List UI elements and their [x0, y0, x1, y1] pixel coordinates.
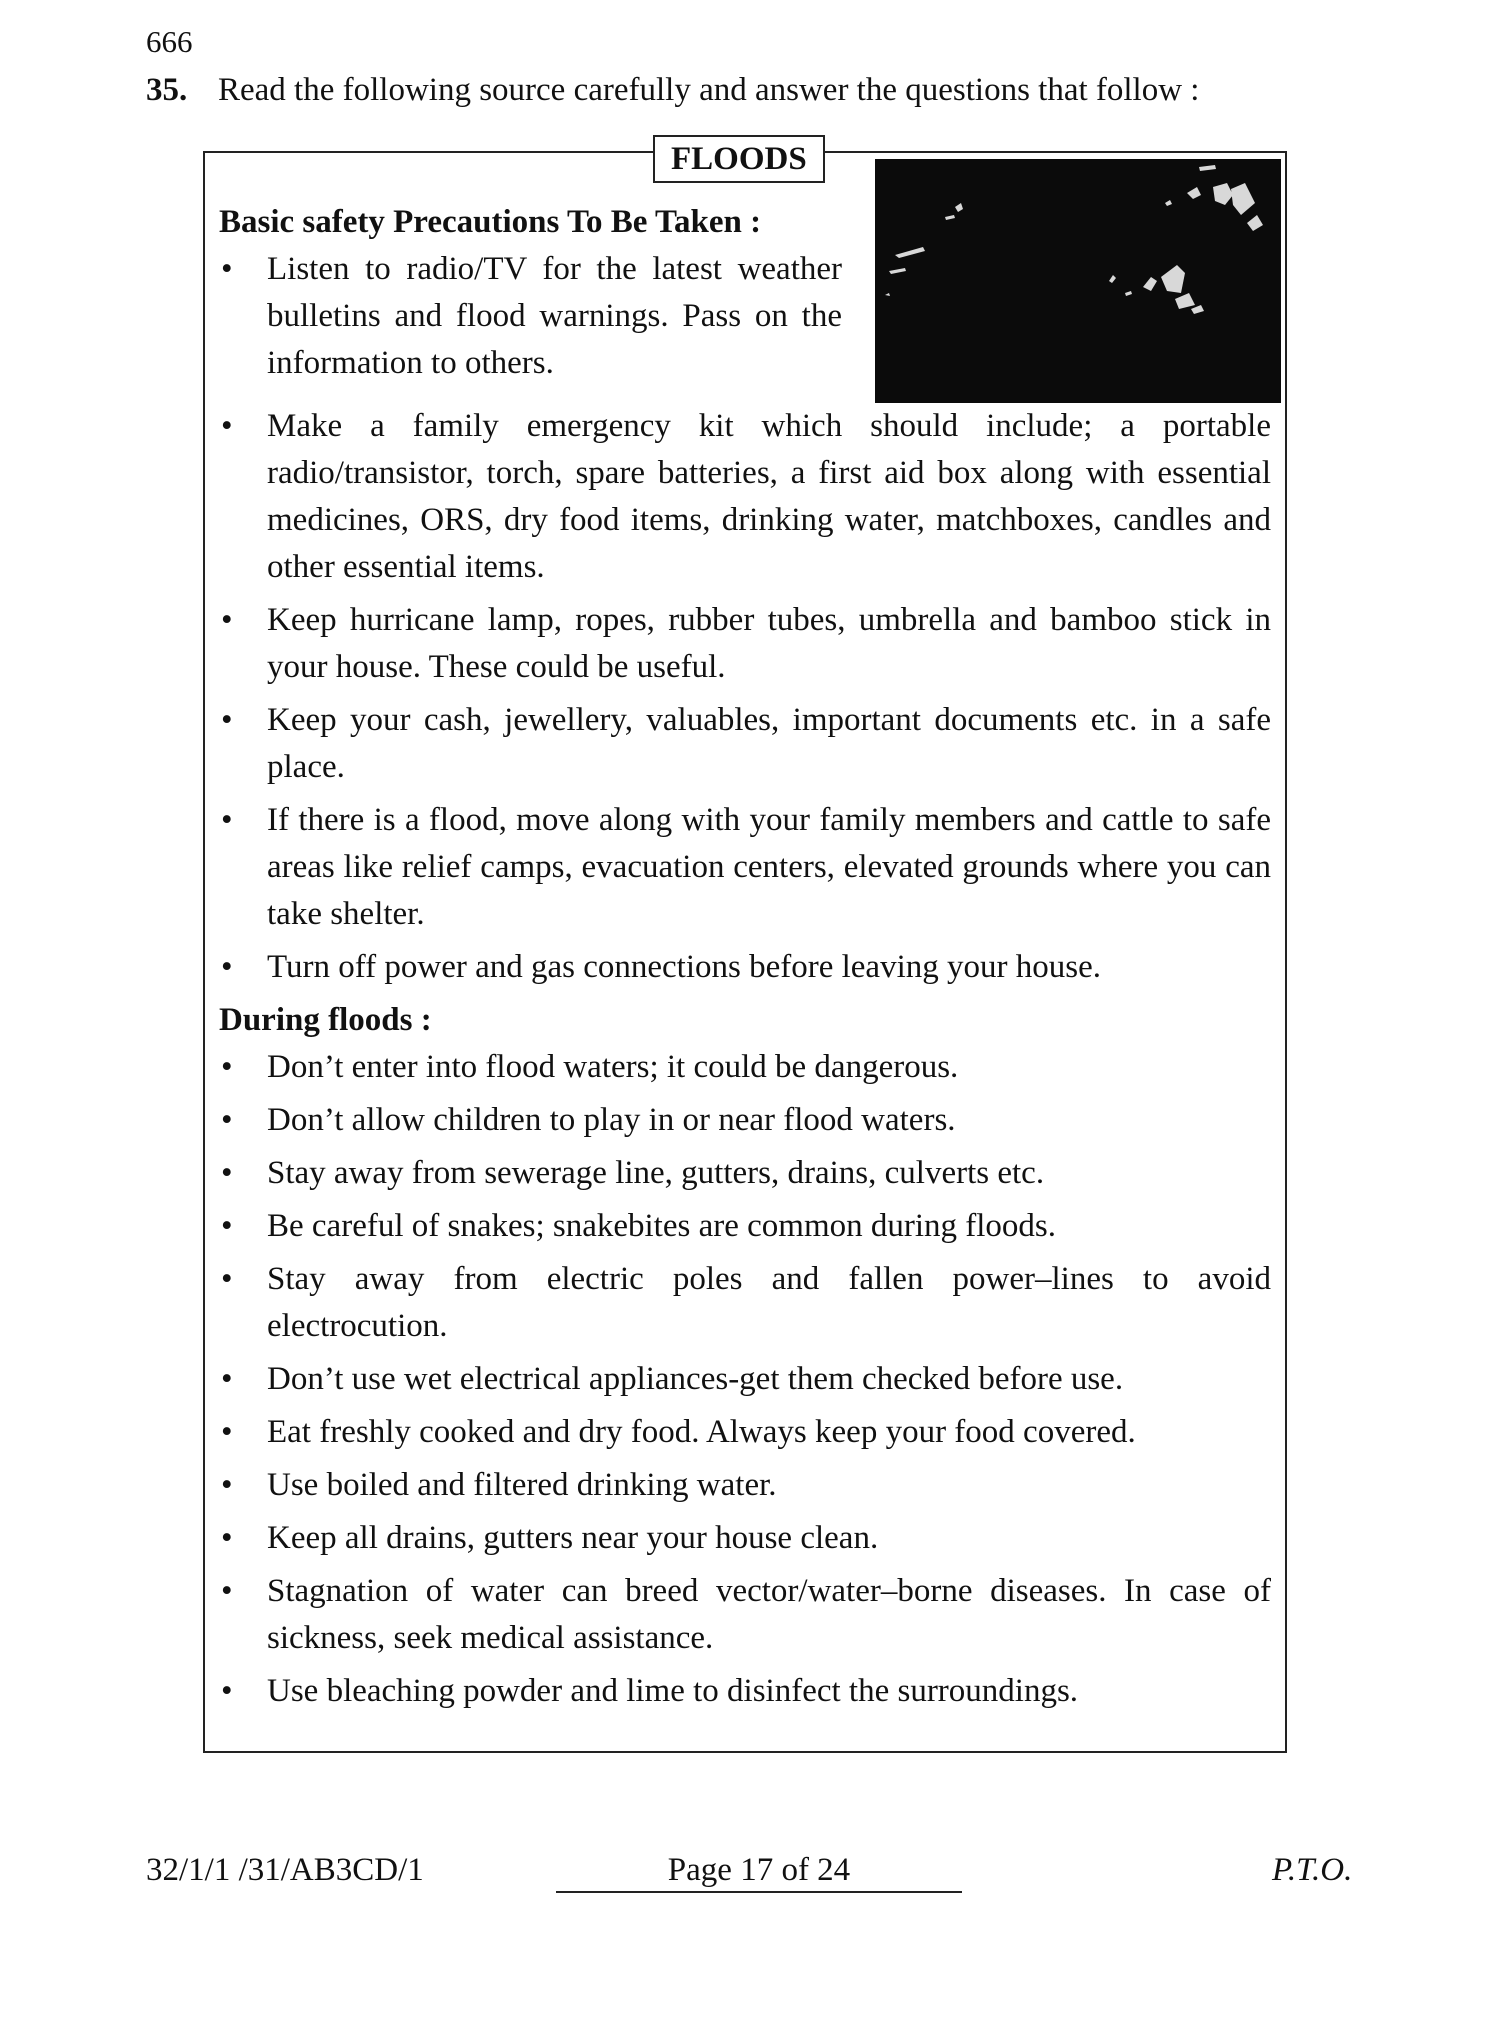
list-item: • Make a family emergency kit which should include; a portable radio/transistor, torch, spare batteries, a first aid box along with essential medicines, ORS, dry food items, drinking water, matchboxes, candles and other essential items.: [219, 403, 1271, 591]
source-title: FLOODS: [653, 135, 825, 183]
list-item: • Don’t allow children to play in or near flood waters.: [219, 1097, 1271, 1144]
list-item: • Turn off power and gas connections before leaving your house.: [219, 944, 1271, 991]
list-item: • Listen to radio/TV for the latest weather bulletins and flood warnings. Pass on the information to others.: [219, 246, 842, 387]
precautions-list-top: [219, 246, 1271, 387]
question-number: 35.: [146, 72, 188, 108]
paper-code: 32/1/1 /31/AB3CD/1: [146, 1852, 424, 1888]
source-content: [219, 199, 1271, 1721]
list-item: • If there is a flood, move along with your family members and cattle to safe areas like relief camps, evacuation centers, elevated grounds where you can take shelter.: [219, 797, 1271, 938]
page-number: Page 17 of 24: [556, 1852, 962, 1893]
list-item: • Use boiled and filtered drinking water.: [219, 1462, 1271, 1509]
precautions-heading: Basic safety Precautions To Be Taken :: [219, 204, 762, 240]
list-item: • Use bleaching powder and lime to disinfect the surroundings.: [219, 1668, 1271, 1715]
list-item: • Eat freshly cooked and dry food. Always keep your food covered.: [219, 1409, 1271, 1456]
page-code: 666: [146, 24, 193, 59]
list-item: • Stay away from electric poles and fallen power–lines to avoid electrocution.: [219, 1256, 1271, 1350]
list-item: • Stagnation of water can breed vector/water–borne diseases. In case of sickness, seek medical assistance.: [219, 1568, 1271, 1662]
pto-label: P.T.O.: [1272, 1852, 1353, 1888]
question-line: [146, 72, 1199, 109]
source-box: [203, 141, 1287, 1753]
list-item: • Keep your cash, jewellery, valuables, important documents etc. in a safe place.: [219, 697, 1271, 791]
list-item: • Keep all drains, gutters near your house clean.: [219, 1515, 1271, 1562]
list-item: • Stay away from sewerage line, gutters, drains, culverts etc.: [219, 1150, 1271, 1197]
during-floods-heading: During floods :: [219, 1002, 432, 1038]
list-item: • Keep hurricane lamp, ropes, rubber tubes, umbrella and bamboo stick in your house. These could be useful.: [219, 597, 1271, 691]
question-text: Read the following source carefully and answer the questions that follow :: [218, 72, 1200, 108]
list-item: • Don’t use wet electrical appliances-get them checked before use.: [219, 1356, 1271, 1403]
during-floods-list: [219, 1044, 1271, 1715]
list-item: • Don’t enter into flood waters; it could be dangerous.: [219, 1044, 1271, 1091]
list-item: • Be careful of snakes; snakebites are common during floods.: [219, 1203, 1271, 1250]
precautions-list: [219, 403, 1271, 991]
